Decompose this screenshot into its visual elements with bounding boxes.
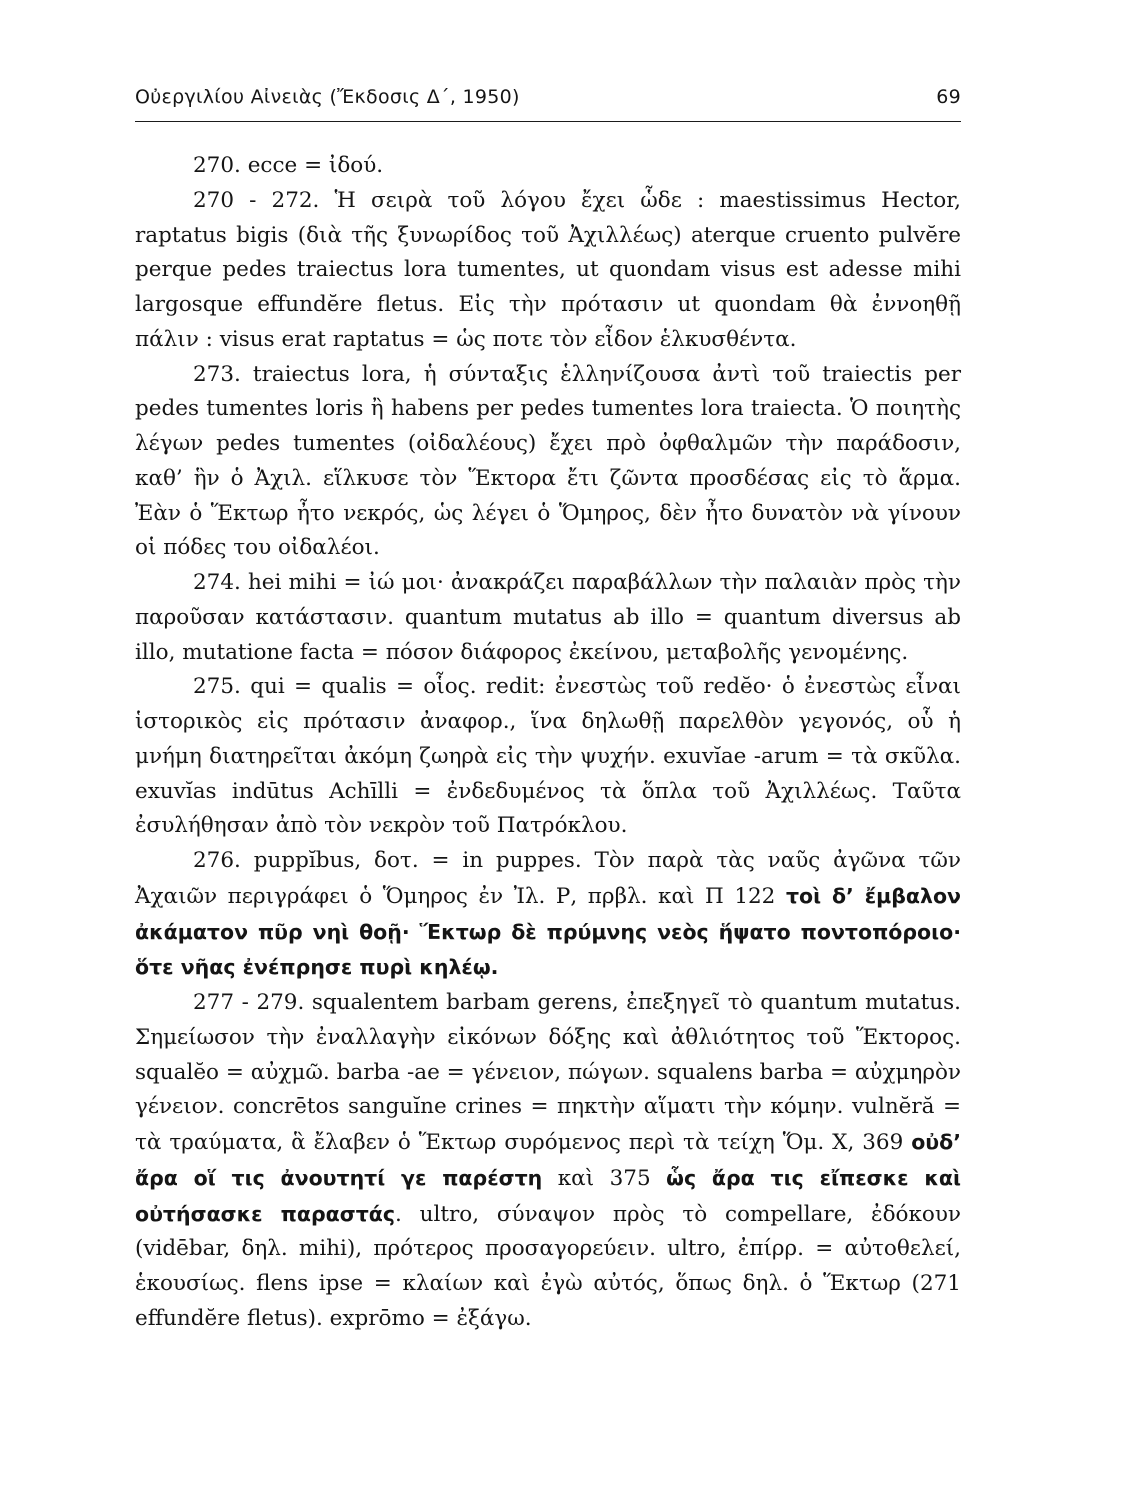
commentary-body (135, 149, 961, 1337)
commentary-paragraph (135, 844, 961, 986)
page-number: 69 (936, 86, 961, 108)
header-rule (135, 121, 961, 122)
commentary-paragraph (135, 566, 961, 670)
note-text: . ultro, σύναψον πρὸς τὸ compellare, ἐδόκουν (vidēbar, δηλ. mihi), πρότερος προσαγορεύειν. ultro, ἐπίρρ. = αὐτοθελεί, ἑκουσίως. flens ipse = κλαίων καὶ ἐγὼ αὐτός, ὅπως δηλ. ὁ Ἕκτωρ (271 effundĕre fletus). exprōmo = ἐξάγω. (135, 1201, 961, 1331)
note-text: 276. puppĭbus, δοτ. = in puppes. Τὸν παρὰ τὰς ναῦς ἀγῶνα τῶν Ἀχαιῶν περιγράφει ὁ Ὅμηρος ἐν Ἰλ. Ρ, πρβλ. καὶ Π 122 (135, 848, 961, 909)
note-text: καὶ 375 (542, 1165, 667, 1191)
homer-quote: ὧς ἄρα τις εἴπεσκε καὶ οὐτήσασκε παραστάς (135, 1165, 961, 1226)
commentary-paragraph (135, 358, 961, 567)
commentary-paragraph (135, 670, 961, 844)
note-text: 270. ecce = ἰδού. (193, 153, 384, 178)
note-text: 274. hei mihi = ἰώ μοι· ἀνακράζει παραβάλλων τὴν παλαιὰν πρὸς τὴν παροῦσαν κατάστασιν. quantum mutatus ab illo = quantum diversus ab illo, mutatione facta = πόσον διάφορος ἐκείνου, μεταβολῆς γενομένης. (135, 570, 961, 665)
note-text: 277 - 279. squalentem barbam gerens, ἐπεξηγεῖ τὸ quantum mutatus. Σημείωσον τὴν ἐναλλαγὴν εἰκόνων δόξης καὶ ἀθλιότητος τοῦ Ἕκτορος. squalĕo = αὐχμῶ. barba -ae = γένειον, πώγων. squalens barba = αὐχμηρὸν γένειον. concrētos sanguĭne crines = πηκτὴν αἵματι τὴν κόμην. vulnĕră = τὰ τραύματα, ἃ ἔλαβεν ὁ Ἕκτωρ συρόμενος περὶ τὰ τείχη Ὅμ. Χ, 369 (135, 990, 961, 1155)
note-text: 275. qui = qualis = οἷος. redit: ἐνεστὼς τοῦ redĕo· ὁ ἐνεστὼς εἶναι ἱστορικὸς εἰς πρότασιν ἀναφορ., ἵνα δηλωθῇ παρελθὸν γεγονός, οὗ ἡ μνήμη διατηρεῖται ἀκόμη ζωηρὰ εἰς τὴν ψυχήν. exuvĭae -arum = τὰ σκῦλα. exuvĭas indūtus Achīlli = ἐνδεδυμένος τὰ ὅπλα τοῦ Ἀχιλλέως. Ταῦτα ἐσυλήθησαν ἀπὸ τὸν νεκρὸν τοῦ Πατρόκλου. (135, 674, 961, 839)
homer-quote: οὐδ’ ἄρα οἵ τις ἀνουτητί γε παρέστη (135, 1130, 961, 1190)
commentary-paragraph (135, 149, 961, 184)
note-text: 270 - 272. Ἡ σειρὰ τοῦ λόγου ἔχει ὧδε : maestissimus Hector, raptatus bigis (διὰ τῆς ξυνωρίδος τοῦ Ἀχιλλέως) aterque cruento pulvĕre perque pedes traiectus lora tumentes, ut quondam visus est adesse mihi largosque effundĕre fletus. Εἰς τὴν πρότασιν ut quondam θὰ ἐννοηθῇ πάλιν : visus erat raptatus = ὡς ποτε τὸν εἶδον ἑλκυσθέντα. (135, 187, 961, 352)
running-header (135, 86, 961, 108)
running-title: Οὐεργιλίου Αἰνειὰς (Ἔκδοσις Δ΄, 1950) (135, 86, 520, 108)
commentary-paragraph (135, 184, 961, 358)
note-text: 273. traiectus lora, ἡ σύνταξις ἑλληνίζουσα ἀντὶ τοῦ traiectis per pedes tumentes loris ἢ habens per pedes tumentes lora traiecta. Ὁ ποιητὴς λέγων pedes tumentes (οἰδαλέους) ἔχει πρὸ ὀφθαλμῶν τὴν παράδοσιν, καθ’ ἣν ὁ Ἀχιλ. εἵλκυσε τὸν Ἕκτορα ἔτι ζῶντα προσδέσας εἰς τὸ ἅρμα. Ἐὰν ὁ Ἕκτωρ ἦτο νεκρός, ὡς λέγει ὁ Ὅμηρος, δὲν ἦτο δυνατὸν νὰ γίνουν οἱ πόδες του οἰδαλέοι. (135, 361, 961, 561)
homer-quote: τοὶ δ’ ἔμβαλον ἀκάματον πῦρ νηὶ θοῇ· Ἕκτωρ δὲ πρύμνης νεὸς ἥψατο ποντοπόροιο· ὅτε νῆας ἐνέπρησε πυρὶ κηλέῳ. (135, 883, 961, 980)
commentary-paragraph (135, 986, 961, 1337)
